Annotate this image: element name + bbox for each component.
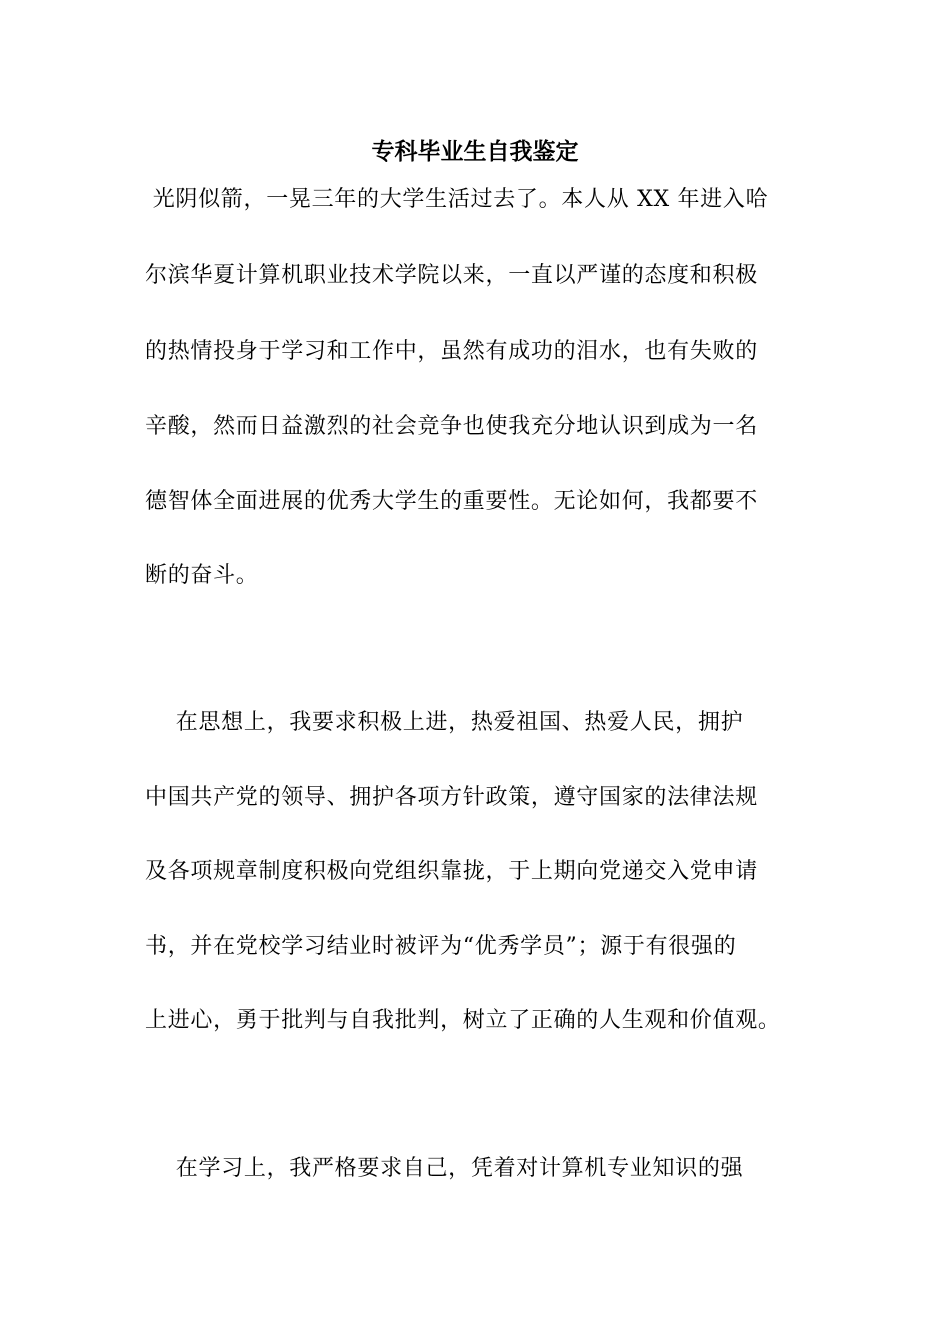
paragraph-3-line-1: 在学习上，我严格要求自己，凭着对计算机专业知识的强 <box>145 1156 744 1181</box>
paragraph-1-line-5: 德智体全面进展的优秀大学生的重要性。无论如何，我都要不 <box>145 489 758 514</box>
paragraph-2-line-1: 在思想上，我要求积极上进，热爱祖国、热爱人民，拥护 <box>145 710 744 735</box>
paragraph-2-line-5: 上进心，勇于批判与自我批判，树立了正确的人生观和价值观。 <box>145 1008 781 1033</box>
paragraph-2-line-2: 中国共产党的领导、拥护各项方针政策，遵守国家的法律法规 <box>145 785 758 810</box>
paragraph-2-line-4: 书，并在党校学习结业时被评为“优秀学员”；源于有很强的 <box>145 934 737 959</box>
document-title: 专科毕业生自我鉴定 <box>371 138 579 165</box>
paragraph-1-line-6: 断的奋斗。 <box>145 563 259 588</box>
paragraph-1-line-2: 尔滨华夏计算机职业技术学院以来，一直以严谨的态度和积极 <box>145 263 758 288</box>
paragraph-2-line-3: 及各项规章制度积极向党组织靠拢，于上期向党递交入党申请 <box>145 859 758 884</box>
paragraph-1-line-3: 的热情投身于学习和工作中，虽然有成功的泪水，也有失败的 <box>145 339 758 364</box>
paragraph-1-line-1: 光阴似箭，一晃三年的大学生活过去了。本人从 XX 年进入哈 <box>145 187 769 212</box>
paragraph-1-line-4: 辛酸，然而日益激烈的社会竞争也使我充分地认识到成为一名 <box>145 414 758 439</box>
